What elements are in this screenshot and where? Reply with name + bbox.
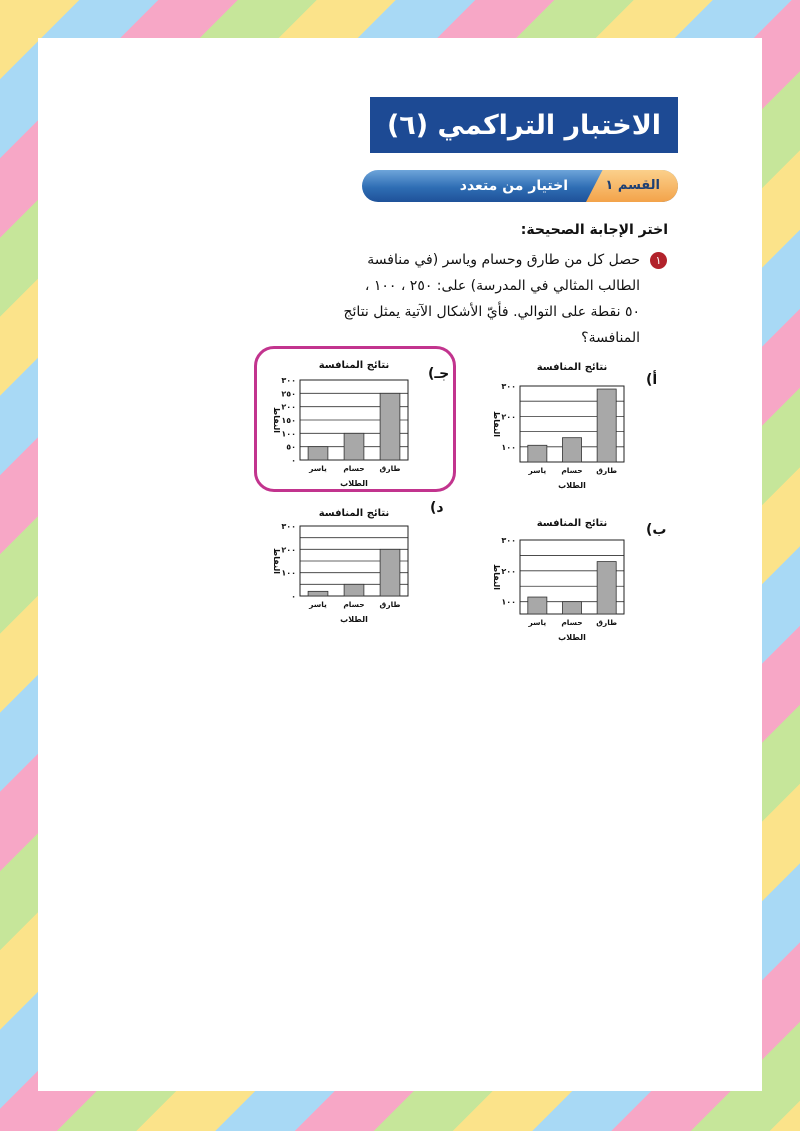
y-axis-label: النقاط bbox=[492, 563, 501, 591]
x-axis-label: الطلاب bbox=[340, 615, 368, 624]
x-tick-label: حسام bbox=[343, 464, 365, 473]
option-c-label[interactable]: جـ) bbox=[428, 366, 450, 382]
question-number-badge: ١ bbox=[650, 252, 667, 269]
bar-ياسر bbox=[308, 591, 328, 596]
x-axis-label: الطلاب bbox=[340, 479, 368, 488]
x-tick-label: ياسر bbox=[309, 464, 327, 473]
x-tick-label: حسام bbox=[343, 600, 365, 609]
y-tick-label: ٣٠٠ bbox=[281, 376, 296, 385]
y-tick-label: ٣٠٠ bbox=[501, 382, 516, 391]
y-tick-label: ٥٠ bbox=[286, 442, 296, 452]
bar-طارق bbox=[597, 389, 616, 462]
question-line-4: المنافسة؟ bbox=[581, 330, 640, 346]
y-tick-label: ٢٥٠ bbox=[281, 389, 296, 399]
question-line-2: الطالب المثالي في المدرسة) على: ٢٥٠ ، ١٠٠ ، bbox=[364, 278, 640, 294]
bar-حسام bbox=[562, 438, 581, 462]
bar-طارق bbox=[380, 549, 400, 596]
chart-title: نتائج المنافسة bbox=[318, 360, 390, 371]
page-title: الاختبار التراكمي (٦) bbox=[370, 97, 678, 153]
option-d-label[interactable]: د) bbox=[430, 500, 444, 516]
chart-title: نتائج المنافسة bbox=[318, 508, 390, 519]
section-banner bbox=[362, 170, 678, 202]
y-tick-label: ١٠٠ bbox=[501, 597, 516, 607]
chart-option-c[interactable] bbox=[262, 354, 432, 494]
y-tick-label: ٣٠٠ bbox=[501, 536, 516, 545]
y-axis-label: النقاط bbox=[492, 410, 501, 438]
x-tick-label: ياسر bbox=[309, 600, 327, 609]
chart-option-b[interactable] bbox=[470, 512, 640, 652]
y-axis-label: النقاط bbox=[272, 406, 281, 434]
y-tick-label: ٠ bbox=[291, 592, 296, 601]
y-tick-label: ٢٠٠ bbox=[501, 412, 516, 422]
y-tick-label: ٠ bbox=[291, 456, 296, 465]
chart-title: نتائج المنافسة bbox=[536, 518, 608, 529]
x-tick-label: ياسر bbox=[528, 466, 547, 475]
chart-title: نتائج المنافسة bbox=[536, 362, 608, 373]
x-tick-label: طارق bbox=[596, 618, 618, 627]
y-tick-label: ٢٠٠ bbox=[281, 545, 296, 555]
y-tick-label: ١٠٠ bbox=[501, 442, 516, 452]
bar-حسام bbox=[344, 433, 364, 460]
question-line-1: حصل كل من طارق وحسام وياسر (في منافسة bbox=[367, 252, 640, 268]
y-tick-label: ١٠٠ bbox=[281, 429, 296, 439]
bar-حسام bbox=[562, 602, 581, 614]
y-tick-label: ١٥٠ bbox=[281, 416, 296, 425]
x-tick-label: حسام bbox=[561, 618, 583, 627]
chart-option-a[interactable] bbox=[470, 356, 640, 496]
x-axis-label: الطلاب bbox=[558, 633, 586, 642]
x-tick-label: حسام bbox=[561, 466, 583, 475]
bar-ياسر bbox=[308, 447, 328, 460]
bar-ياسر bbox=[528, 445, 547, 462]
section-number: القسم ١ bbox=[605, 178, 660, 193]
bar-حسام bbox=[344, 584, 364, 596]
bar-طارق bbox=[380, 393, 400, 460]
option-a-label[interactable]: أ) bbox=[646, 372, 658, 388]
y-tick-label: ٢٠٠ bbox=[501, 566, 516, 576]
y-axis-label: النقاط bbox=[272, 547, 281, 575]
question-line-3: ٥٠ نقطة على التوالي. فأيّ الأشكال الآتية يمثل نتائج bbox=[343, 304, 640, 320]
bar-طارق bbox=[597, 562, 616, 614]
section-label: اختيار من متعدد bbox=[459, 178, 568, 194]
y-tick-label: ١٠٠ bbox=[281, 568, 296, 578]
x-tick-label: طارق bbox=[379, 464, 401, 473]
y-tick-label: ٢٠٠ bbox=[281, 402, 296, 412]
y-tick-label: ٣٠٠ bbox=[281, 522, 296, 531]
chart-option-d[interactable] bbox=[262, 502, 432, 642]
option-b-label[interactable]: ب) bbox=[646, 522, 667, 538]
x-tick-label: طارق bbox=[596, 466, 618, 475]
x-tick-label: ياسر bbox=[528, 618, 547, 627]
bar-ياسر bbox=[528, 597, 547, 614]
x-tick-label: طارق bbox=[379, 600, 401, 609]
instruction-text: اختر الإجابة الصحيحة: bbox=[520, 222, 668, 238]
x-axis-label: الطلاب bbox=[558, 481, 586, 490]
